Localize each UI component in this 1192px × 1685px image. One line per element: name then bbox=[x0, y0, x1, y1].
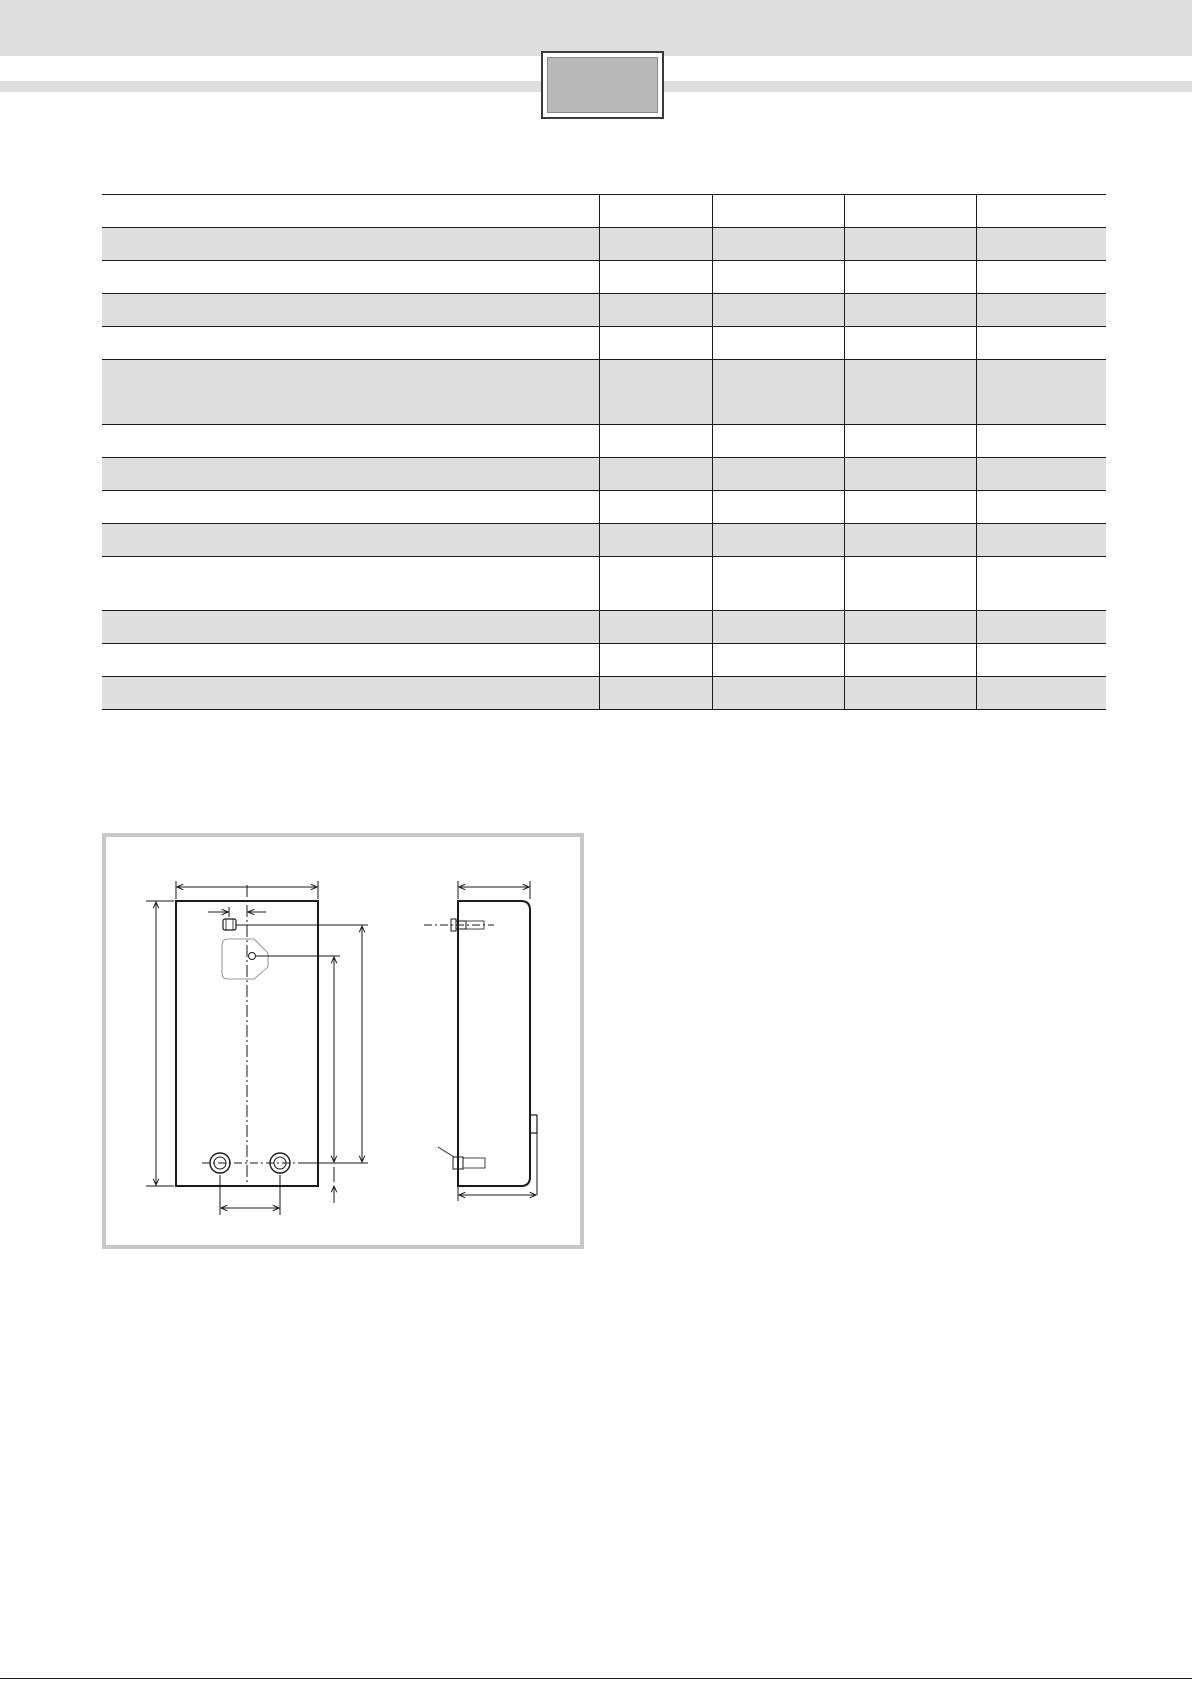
table-row bbox=[102, 360, 1106, 425]
table-cell bbox=[844, 327, 976, 360]
table-cell bbox=[976, 327, 1106, 360]
front-view bbox=[146, 881, 368, 1215]
table-cell bbox=[102, 557, 599, 611]
front-slot bbox=[223, 919, 236, 930]
table-cell bbox=[844, 677, 976, 710]
table-row bbox=[102, 425, 1106, 458]
table-cell bbox=[712, 491, 844, 524]
dimension-drawing-frame bbox=[102, 833, 584, 1249]
table-cell bbox=[599, 611, 712, 644]
table-cell bbox=[599, 425, 712, 458]
table-cell bbox=[976, 611, 1106, 644]
table-cell bbox=[102, 294, 599, 327]
table-cell bbox=[599, 557, 712, 611]
table-cell bbox=[102, 360, 599, 425]
table-cell bbox=[712, 677, 844, 710]
table-cell bbox=[712, 294, 844, 327]
table-cell bbox=[599, 360, 712, 425]
table-cell bbox=[976, 524, 1106, 557]
side-view bbox=[424, 881, 537, 1201]
chapter-marker-fill bbox=[547, 57, 658, 113]
table-cell bbox=[102, 425, 599, 458]
table-cell bbox=[844, 557, 976, 611]
table-row bbox=[102, 491, 1106, 524]
table-cell bbox=[976, 425, 1106, 458]
table-header-cell bbox=[102, 195, 599, 228]
table-cell bbox=[599, 327, 712, 360]
table-cell bbox=[976, 677, 1106, 710]
table-cell bbox=[712, 458, 844, 491]
table-cell bbox=[102, 261, 599, 294]
table-cell bbox=[712, 327, 844, 360]
table-cell bbox=[844, 294, 976, 327]
table-cell bbox=[844, 458, 976, 491]
table-cell bbox=[599, 491, 712, 524]
table-header-cell bbox=[712, 195, 844, 228]
table-cell bbox=[102, 524, 599, 557]
front-panel-outline bbox=[222, 939, 268, 979]
header-band bbox=[0, 0, 1192, 56]
table-cell bbox=[102, 228, 599, 261]
side-view-outline bbox=[458, 901, 530, 1186]
table-cell bbox=[599, 524, 712, 557]
footer-rule bbox=[0, 1678, 1192, 1679]
table-row bbox=[102, 261, 1106, 294]
table-row bbox=[102, 524, 1106, 557]
front-view-outline bbox=[176, 901, 318, 1186]
table-cell bbox=[599, 677, 712, 710]
table-row bbox=[102, 458, 1106, 491]
table-cell bbox=[599, 261, 712, 294]
table-cell bbox=[844, 261, 976, 294]
table-row bbox=[102, 611, 1106, 644]
table-header-cell bbox=[844, 195, 976, 228]
table-cell bbox=[102, 327, 599, 360]
front-indicator-hole bbox=[249, 953, 256, 960]
side-bottom-fitting bbox=[438, 1147, 485, 1169]
table-cell bbox=[599, 644, 712, 677]
table-cell bbox=[102, 677, 599, 710]
table-cell bbox=[599, 294, 712, 327]
table-row bbox=[102, 644, 1106, 677]
table-row bbox=[102, 557, 1106, 611]
table-header-cell bbox=[976, 195, 1106, 228]
table-header-cell bbox=[599, 195, 712, 228]
table-cell bbox=[844, 524, 976, 557]
table-cell bbox=[102, 491, 599, 524]
dimension-drawing bbox=[106, 837, 580, 1245]
chapter-marker-box bbox=[541, 51, 664, 119]
table-cell bbox=[976, 644, 1106, 677]
table-cell bbox=[976, 458, 1106, 491]
table-cell bbox=[976, 557, 1106, 611]
table-cell bbox=[712, 524, 844, 557]
table-cell bbox=[712, 228, 844, 261]
table-cell bbox=[844, 360, 976, 425]
table-cell bbox=[712, 557, 844, 611]
table-cell bbox=[976, 491, 1106, 524]
table-cell bbox=[844, 425, 976, 458]
table-cell bbox=[976, 294, 1106, 327]
table-cell bbox=[712, 644, 844, 677]
table-cell bbox=[712, 611, 844, 644]
side-top-mounting-screw bbox=[424, 919, 494, 931]
side-bracket bbox=[530, 1115, 537, 1133]
table-cell bbox=[102, 644, 599, 677]
table-cell bbox=[976, 228, 1106, 261]
table-cell bbox=[712, 261, 844, 294]
specification-table bbox=[102, 194, 1106, 710]
table-cell bbox=[599, 458, 712, 491]
table-cell bbox=[844, 228, 976, 261]
table-cell bbox=[102, 611, 599, 644]
table-row bbox=[102, 677, 1106, 710]
table-cell bbox=[844, 644, 976, 677]
table-row bbox=[102, 294, 1106, 327]
table-row bbox=[102, 327, 1106, 360]
table-cell bbox=[844, 491, 976, 524]
table-cell bbox=[712, 360, 844, 425]
table-cell bbox=[976, 360, 1106, 425]
table-cell bbox=[599, 228, 712, 261]
table-cell bbox=[976, 261, 1106, 294]
table-row bbox=[102, 228, 1106, 261]
table-cell bbox=[712, 425, 844, 458]
table-cell bbox=[102, 458, 599, 491]
table-header-row bbox=[102, 195, 1106, 228]
table-cell bbox=[844, 611, 976, 644]
